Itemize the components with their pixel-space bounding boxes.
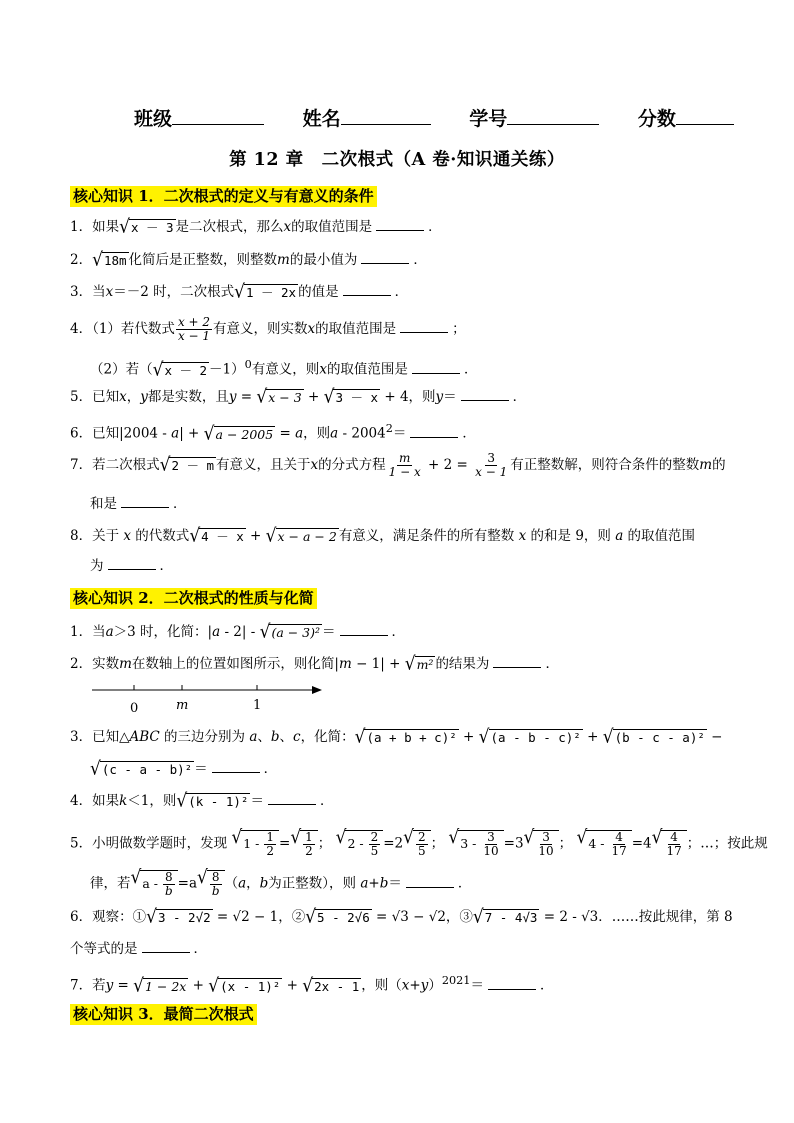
label-m: m — [176, 698, 189, 713]
section-heading-2: 核心知识 2．二次根式的性质与化简 — [70, 588, 317, 609]
answer-blank[interactable] — [212, 760, 260, 773]
answer-blank[interactable] — [108, 557, 156, 570]
name-blank[interactable] — [341, 106, 431, 125]
class-blank[interactable] — [172, 106, 264, 125]
s2-question-3: 3．已知△ABC 的三边分别为 a、b、c，化简： √ (a + b + c)² + √ (a - b - c)² + √ (b - c - a)² − — [70, 725, 723, 748]
section-heading-1: 核心知识 1．二次根式的定义与有意义的条件 — [70, 186, 377, 207]
answer-blank[interactable] — [410, 425, 458, 438]
s2-question-5: 5．小明做数学题时，发现 √ 1 - $\frac{1}{2}$ = √ $\frac{1}{2}$ ； √ 2 - $\frac{2}{5}$ =2 √ $\frac{2}{5}$ ； √ 3 - $\frac{3}{10}$ =3 √ $\frac{3}{10}$ ； √ 4 - $\frac{4}{17}$ =4 √ $\frac{4}{17}$ ；…；按此规 — [70, 826, 768, 858]
s2-question-7: 7．若y = √ 1 − 2x + √ (x - 1)² + √ 2x - 1 ，则$(x+y)^{2021}=$ ． — [70, 974, 554, 997]
s2-question-6-cont: 个等式的是 ． — [70, 941, 207, 957]
answer-blank[interactable] — [412, 361, 460, 374]
answer-blank[interactable] — [361, 251, 409, 264]
chapter-title: 第 12 章 二次根式（A 卷·知识通关练） — [229, 150, 565, 170]
s2-question-4: 4．如果k＜1，则 √ (k - 1)² ＝ ． — [70, 789, 334, 812]
arrow-icon — [312, 686, 322, 694]
number-line-figure — [90, 680, 330, 720]
student-info-line — [134, 104, 734, 131]
answer-blank[interactable] — [400, 320, 448, 333]
answer-blank[interactable] — [340, 623, 388, 636]
label-1: 1 — [253, 698, 262, 713]
label-0: 0 — [130, 701, 139, 716]
score-field: 分数 — [638, 104, 734, 131]
answer-blank[interactable] — [268, 792, 316, 805]
s1-question-8: 8．关于 x 的代数式 √ 4 － x + √ x − a − 2 有意义，满足条件的所有整数 x 的和是 9，则 a 的取值范围 — [70, 524, 696, 547]
s1-question-8-cont: 为 ． — [90, 558, 173, 574]
s2-question-5-cont: 律，若 √ a - $\frac{8}{b}$ =a √ $\frac{8}{b}$ （a，b为正整数），则 a+b＝ ． — [90, 866, 472, 898]
class-field: 班级 — [134, 104, 264, 131]
s1-question-2: 2． √ 18m 化简后是正整数，则整数m的最小值为 ． — [70, 248, 427, 271]
student-id-blank[interactable] — [507, 106, 599, 125]
answer-blank[interactable] — [493, 655, 541, 668]
answer-blank[interactable] — [142, 940, 190, 953]
section-heading-3: 核心知识 3．最简二次根式 — [70, 1004, 257, 1025]
answer-blank[interactable] — [488, 977, 536, 990]
answer-blank[interactable] — [343, 283, 391, 296]
s1-question-4b: （2）若（ √ x － 2 －1）$^0$有意义，则x的取值范围是 ． — [90, 358, 478, 381]
score-blank[interactable] — [676, 106, 734, 125]
s2-question-1: 1．当a＞3 时，化简：|a - 2| - √ (a − 3)² ＝ ． — [70, 620, 406, 643]
s1-question-1: 1．如果 √ x － 3 是二次根式，那么x的取值范围是 ． — [70, 215, 442, 238]
answer-blank[interactable] — [461, 388, 509, 401]
s1-question-3: 3．当x＝－2 时，二次根式 √ 1 － 2x 的值是 ． — [70, 280, 409, 303]
student-id-field: 学号 — [469, 104, 599, 131]
s1-question-6: 6．已知|2004 - a| + √ a − 2005 = a，则$a - 2004^2=$ ． — [70, 422, 476, 445]
s1-question-4a: 4．（1）若代数式 $\frac{x + 2}{x - 1}$ 有意义，则实数x的取值范围是 ； — [70, 315, 466, 343]
s2-question-6: 6．观察：① √ 3 - 2√2 = √2 − 1，② √ 5 - 2√6 = √3 − √2，③ √ 7 - 4√3 = 2 - √3．……按此规律，第 8 — [70, 905, 733, 928]
s1-question-5: 5．已知x，y都是实数，且y = √ x − 3 + √ 3 － x + 4，则y＝ ． — [70, 385, 527, 408]
name-field: 姓名 — [303, 104, 431, 131]
s2-question-3-cont: √ (c - a - b)² ＝ ． — [90, 757, 278, 780]
answer-blank[interactable] — [376, 218, 424, 231]
s1-question-7: 7．若二次根式 √ 2 － m 有意义，且关于x的分式方程 $\frac{m}{1 - x}$ + 2 = $\frac{3}{x - 1}$ 有正整数解，则符合条件的整数m的 — [70, 451, 726, 479]
s1-question-7-cont: 和是 ． — [90, 496, 187, 512]
answer-blank[interactable] — [121, 495, 169, 508]
s2-question-2: 2．实数m在数轴上的位置如图所示，则化简|m − 1| + √ m² 的结果为 ． — [70, 652, 559, 675]
answer-blank[interactable] — [406, 875, 454, 888]
